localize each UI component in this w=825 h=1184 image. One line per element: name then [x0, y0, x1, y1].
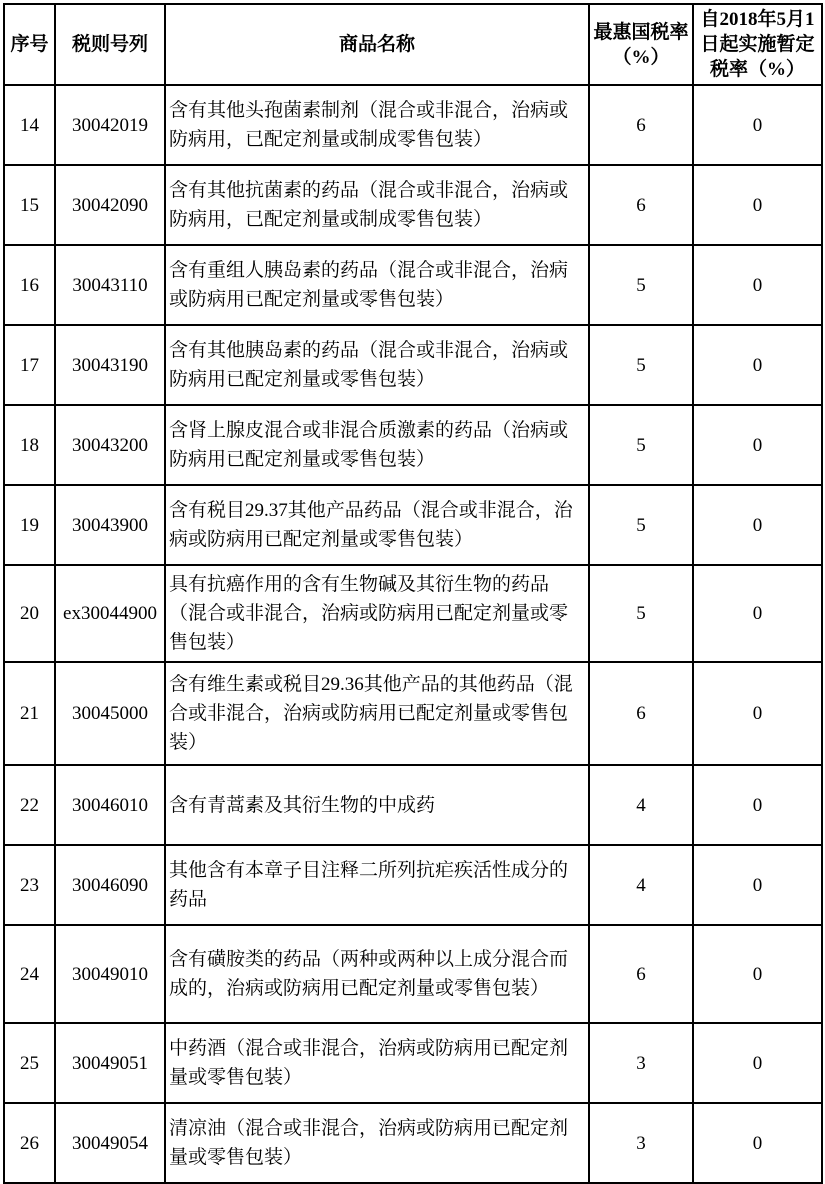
row-serial-number: 20 [4, 565, 55, 662]
table-row [4, 85, 822, 165]
row-serial-number: 21 [4, 662, 55, 765]
row-tariff-code: ex30044900 [55, 565, 165, 662]
row-product-name: 含有磺胺类的药品（两种或两种以上成分混合而成的，治病或防病用已配定剂量或零售包装） [165, 925, 589, 1023]
row-mfn-rate: 5 [589, 325, 693, 405]
row-provisional-rate: 0 [693, 325, 822, 405]
row-serial-number: 17 [4, 325, 55, 405]
row-provisional-rate: 0 [693, 165, 822, 245]
row-serial-number: 14 [4, 85, 55, 165]
table-row [4, 245, 822, 325]
row-mfn-rate: 6 [589, 85, 693, 165]
table-row [4, 165, 822, 245]
header-provisional-rate: 自2018年5月1日起实施暂定税率（%） [693, 4, 822, 85]
table-row [4, 485, 822, 565]
tariff-table [3, 3, 823, 1184]
row-mfn-rate: 6 [589, 925, 693, 1023]
row-product-name: 含有其他抗菌素的药品（混合或非混合，治病或防病用，已配定剂量或制成零售包装） [165, 165, 589, 245]
table-row [4, 765, 822, 845]
header-serial-number: 序号 [4, 4, 55, 85]
row-serial-number: 22 [4, 765, 55, 845]
row-product-name: 含有重组人胰岛素的药品（混合或非混合，治病或防病用已配定剂量或零售包装） [165, 245, 589, 325]
row-provisional-rate: 0 [693, 85, 822, 165]
table-row [4, 1103, 822, 1183]
row-product-name: 具有抗癌作用的含有生物碱及其衍生物的药品（混合或非混合，治病或防病用已配定剂量或零售包装） [165, 565, 589, 662]
row-tariff-code: 30043200 [55, 405, 165, 485]
row-serial-number: 23 [4, 845, 55, 925]
header-product-name: 商品名称 [165, 4, 589, 85]
row-provisional-rate: 0 [693, 662, 822, 765]
table-row [4, 325, 822, 405]
row-provisional-rate: 0 [693, 485, 822, 565]
row-product-name: 其他含有本章子目注释二所列抗疟疾活性成分的药品 [165, 845, 589, 925]
header-row [4, 4, 822, 85]
row-product-name: 含有其他头孢菌素制剂（混合或非混合，治病或防病用，已配定剂量或制成零售包装） [165, 85, 589, 165]
row-serial-number: 15 [4, 165, 55, 245]
row-mfn-rate: 3 [589, 1023, 693, 1103]
row-tariff-code: 30042090 [55, 165, 165, 245]
row-mfn-rate: 6 [589, 165, 693, 245]
row-tariff-code: 30046010 [55, 765, 165, 845]
row-provisional-rate: 0 [693, 1103, 822, 1183]
row-provisional-rate: 0 [693, 565, 822, 662]
table-body [4, 85, 822, 1183]
row-provisional-rate: 0 [693, 925, 822, 1023]
table-row [4, 925, 822, 1023]
row-provisional-rate: 0 [693, 245, 822, 325]
row-product-name: 含有其他胰岛素的药品（混合或非混合，治病或防病用已配定剂量或零售包装） [165, 325, 589, 405]
row-tariff-code: 30046090 [55, 845, 165, 925]
row-tariff-code: 30049010 [55, 925, 165, 1023]
row-mfn-rate: 6 [589, 662, 693, 765]
row-product-name: 中药酒（混合或非混合，治病或防病用已配定剂量或零售包装） [165, 1023, 589, 1103]
header-mfn-rate: 最惠国税率（%） [589, 4, 693, 85]
row-product-name: 含有税目29.37其他产品药品（混合或非混合，治病或防病用已配定剂量或零售包装） [165, 485, 589, 565]
row-serial-number: 18 [4, 405, 55, 485]
table-row [4, 845, 822, 925]
row-product-name: 含有青蒿素及其衍生物的中成药 [165, 765, 589, 845]
row-mfn-rate: 4 [589, 845, 693, 925]
row-mfn-rate: 5 [589, 245, 693, 325]
table-row [4, 565, 822, 662]
header-tariff-code: 税则号列 [55, 4, 165, 85]
table-row [4, 1023, 822, 1103]
row-mfn-rate: 5 [589, 485, 693, 565]
row-mfn-rate: 3 [589, 1103, 693, 1183]
row-mfn-rate: 5 [589, 565, 693, 662]
row-provisional-rate: 0 [693, 405, 822, 485]
row-provisional-rate: 0 [693, 765, 822, 845]
row-serial-number: 24 [4, 925, 55, 1023]
row-tariff-code: 30043110 [55, 245, 165, 325]
table-row [4, 662, 822, 765]
row-tariff-code: 30045000 [55, 662, 165, 765]
row-serial-number: 19 [4, 485, 55, 565]
row-tariff-code: 30049051 [55, 1023, 165, 1103]
row-provisional-rate: 0 [693, 845, 822, 925]
row-serial-number: 26 [4, 1103, 55, 1183]
row-mfn-rate: 4 [589, 765, 693, 845]
row-tariff-code: 30043190 [55, 325, 165, 405]
row-tariff-code: 30049054 [55, 1103, 165, 1183]
row-mfn-rate: 5 [589, 405, 693, 485]
row-serial-number: 16 [4, 245, 55, 325]
row-tariff-code: 30043900 [55, 485, 165, 565]
row-product-name: 含有维生素或税目29.36其他产品的其他药品（混合或非混合，治病或防病用已配定剂量或零售包装） [165, 662, 589, 765]
row-product-name: 清凉油（混合或非混合，治病或防病用已配定剂量或零售包装） [165, 1103, 589, 1183]
row-provisional-rate: 0 [693, 1023, 822, 1103]
row-tariff-code: 30042019 [55, 85, 165, 165]
row-serial-number: 25 [4, 1023, 55, 1103]
table-row [4, 405, 822, 485]
row-product-name: 含肾上腺皮混合或非混合质激素的药品（治病或防病用已配定剂量或零售包装） [165, 405, 589, 485]
